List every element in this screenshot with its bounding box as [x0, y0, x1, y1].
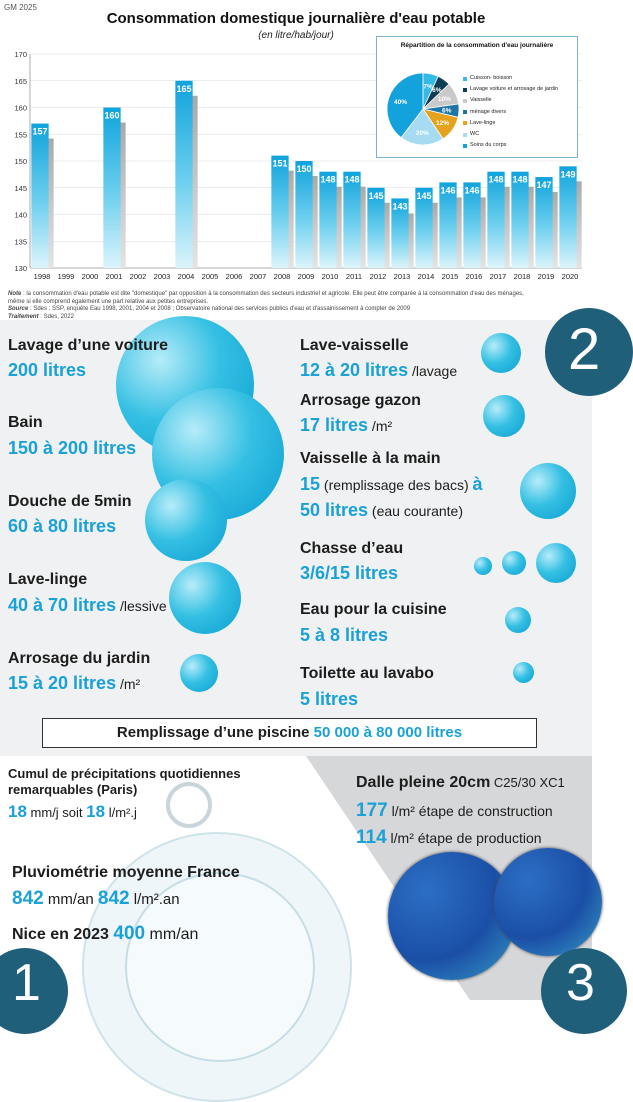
y-tick-label: 170 — [14, 50, 27, 59]
x-tick-label: 2013 — [393, 272, 411, 281]
item-value-vaisselle-main-2: 50 litres (eau courante) — [300, 500, 463, 520]
bar-value-label: 148 — [344, 174, 360, 185]
pie-legend-item — [463, 73, 558, 84]
item-value-cuisine: 5 à 8 litres — [300, 625, 389, 645]
bar-value-label: 160 — [104, 110, 120, 121]
y-tick-label: 165 — [14, 76, 27, 86]
legend-label: Lave-linge — [470, 119, 496, 126]
chart-subtitle: (en litre/hab/jour) — [258, 30, 334, 41]
bar — [31, 124, 48, 268]
item-value-lave-vaisselle: 12 à 20 litres /lavage — [300, 360, 458, 380]
item-title-bain: Bain — [8, 414, 43, 431]
bar-value-label: 148 — [320, 174, 336, 185]
legend-swatch — [463, 110, 467, 114]
treatment-label: Traitement — [8, 313, 39, 320]
legend-label: Vaisselle — [470, 97, 492, 104]
item-value-lavabo: 5 litres — [300, 689, 359, 709]
bubble-vaisselle-main — [520, 463, 576, 519]
section-2-number: 2 — [568, 317, 601, 382]
pie-slice-label: 12% — [436, 120, 450, 128]
bubble-cuisine — [505, 607, 531, 633]
legend-label: ménage divers — [470, 108, 507, 115]
x-tick-label: 2010 — [321, 272, 339, 281]
x-tick-label: 2003 — [153, 272, 171, 281]
legend-swatch — [463, 133, 467, 137]
x-tick-label: 2011 — [345, 272, 363, 281]
pool-box — [42, 718, 537, 748]
pie-legend-item — [463, 118, 558, 129]
bubble-lave-vaisselle — [481, 333, 521, 373]
x-tick-label: 2007 — [249, 272, 267, 281]
bar — [103, 108, 120, 269]
item-title-jardin: Arrosage du jardin — [8, 650, 151, 667]
x-tick-label: 2006 — [225, 272, 243, 281]
item-value-jardin: 15 à 20 litres /m² — [8, 673, 141, 693]
note-label: Note — [8, 291, 22, 297]
item-title-lave-vaisselle: Lave-vaisselle — [300, 337, 409, 354]
x-tick-label: 2004 — [177, 272, 195, 281]
bar — [559, 166, 576, 268]
bubble-jardin — [180, 654, 218, 692]
dalle-construction: 177 l/m² étape de construction — [356, 800, 553, 821]
pie-legend-item — [463, 107, 558, 118]
x-tick-label: 2016 — [465, 272, 483, 281]
pie-inset — [376, 36, 578, 158]
credit: GM 2025 — [4, 3, 37, 12]
nice-values: Nice en 2023 400 mm/an — [12, 923, 199, 944]
y-tick-label: 130 — [14, 264, 27, 273]
bar — [535, 177, 552, 268]
y-tick-label: 135 — [14, 237, 27, 247]
pie-legend-item — [463, 140, 558, 151]
pie-slice-label: 7% — [423, 83, 433, 91]
bar-value-label: 143 — [392, 201, 408, 212]
legend-swatch — [463, 121, 467, 125]
pie-legend-item — [463, 95, 558, 106]
item-value-voiture: 200 litres — [8, 360, 87, 380]
x-tick-label: 2009 — [297, 272, 315, 281]
x-tick-label: 2001 — [105, 272, 123, 281]
chart-notes — [8, 291, 586, 321]
y-tick-label: 160 — [14, 103, 27, 113]
x-tick-label: 2005 — [201, 272, 219, 281]
y-tick-label: 140 — [14, 210, 27, 220]
item-title-voiture: Lavage d’une voiture — [8, 337, 169, 354]
bar — [319, 172, 336, 268]
bubble-chasse-6 — [502, 551, 526, 575]
bar-value-label: 146 — [464, 185, 480, 196]
legend-swatch — [463, 144, 467, 148]
bar-value-label: 145 — [416, 190, 432, 201]
legend-swatch — [463, 88, 467, 92]
bar — [343, 172, 360, 268]
item-title-vaisselle-main: Vaisselle à la main — [300, 450, 441, 467]
pie-slice-label: 40% — [393, 98, 408, 106]
item-value-vaisselle-main: 15 (remplissage des bacs) à — [300, 474, 483, 494]
bar-value-label: 148 — [512, 174, 528, 185]
precip-values: 18 mm/j soit 18 l/m².j — [8, 802, 137, 821]
bar-value-label: 165 — [176, 83, 192, 94]
pie-chart — [383, 69, 463, 149]
pluvio-values: 842 mm/an 842 l/m².an — [12, 888, 180, 909]
legend-swatch — [463, 99, 467, 103]
bubble-chasse-15 — [536, 543, 576, 583]
item-title-gazon: Arrosage gazon — [300, 392, 421, 409]
pie-slice-label: 6% — [432, 87, 442, 95]
item-value-bain: 150 à 200 litres — [8, 438, 137, 458]
pie-slice-label: 20% — [415, 130, 429, 138]
x-tick-label: 2019 — [537, 272, 555, 281]
precip-title: Cumul de précipitations quotidiennes remarquables (Paris) — [8, 766, 241, 797]
dalle-production: 114 l/m² étape de production — [356, 827, 542, 848]
pie-slice-label: 10% — [437, 96, 451, 104]
x-tick-label: 1999 — [57, 272, 75, 281]
item-title-douche: Douche de 5min — [8, 493, 132, 510]
y-tick-label: 145 — [14, 183, 27, 193]
bubble-lave-linge — [169, 562, 241, 634]
legend-label: WC — [470, 131, 480, 138]
bar-value-label: 157 — [32, 126, 48, 137]
item-title-chasse: Chasse d’eau — [300, 540, 404, 557]
bubble-gazon — [483, 395, 525, 437]
item-value-lave-linge: 40 à 70 litres /lessive — [8, 595, 167, 615]
x-tick-label: 2017 — [489, 272, 507, 281]
bar-value-label: 147 — [536, 180, 552, 191]
section-1-number: 1 — [12, 954, 41, 1012]
x-tick-label: 2002 — [129, 272, 147, 281]
legend-label: Soins du corps — [470, 142, 507, 149]
pool-label: Remplissage d’une piscine — [116, 724, 314, 741]
note-text: : la consommation d'eau potable est dite "domestique" par opposition à la consommation des secteurs industriel et agricole. Elle peut être comparée à la consommation d'eau des ménages, — [21, 291, 524, 297]
x-tick-label: 2015 — [441, 272, 459, 281]
treatment-text: : Sdes, 2022 — [38, 313, 74, 320]
x-tick-label: 2000 — [81, 272, 99, 281]
bar — [271, 156, 288, 268]
legend-swatch — [463, 77, 467, 81]
item-title-cuisine: Eau pour la cuisine — [300, 601, 447, 618]
legend-label: Cuisson- boisson — [470, 75, 513, 81]
bar-value-label: 151 — [272, 158, 288, 169]
bubble-lavabo — [513, 662, 534, 683]
bar-value-label: 149 — [560, 169, 576, 180]
y-tick-label: 150 — [14, 157, 27, 166]
pie-legend — [463, 73, 558, 151]
item-value-chasse: 3/6/15 litres — [300, 563, 399, 583]
x-tick-label: 2008 — [273, 272, 291, 281]
item-title-lave-linge: Lave-linge — [8, 571, 88, 588]
bubble-chasse-3 — [474, 557, 492, 575]
sphere-production — [494, 848, 602, 956]
bar — [175, 81, 192, 268]
legend-label: Lavage voiture et arrosage de jardin — [470, 86, 559, 93]
bar-value-label: 150 — [296, 164, 312, 174]
pie-title: Répartition de la consommation d'eau journalière — [400, 42, 554, 49]
source-label: Source — [8, 306, 29, 312]
x-tick-label: 2014 — [417, 272, 435, 281]
chart-title: Consommation domestique journalière d'eau potable — [106, 10, 486, 27]
pool-value: 50 000 à 80 000 litres — [313, 724, 463, 741]
x-tick-label: 2018 — [513, 272, 531, 281]
source-text: : Sdes ; SSP, enquête Eau 1998, 2001, 2004 et 2008 ; Observatoire national des services publics d'eau et d'assainissement à compter de 2009 — [28, 306, 411, 312]
item-title-lavabo: Toilette au lavabo — [300, 665, 434, 682]
x-tick-label: 1998 — [33, 272, 51, 281]
bar — [295, 161, 312, 268]
bubble-douche — [145, 479, 227, 561]
section-3-number: 3 — [566, 954, 595, 1012]
pie-legend-item — [463, 129, 558, 140]
bar — [487, 172, 504, 268]
bar — [511, 172, 528, 268]
item-value-gazon: 17 litres /m² — [300, 415, 393, 435]
x-tick-label: 2012 — [369, 272, 387, 281]
y-tick-label: 155 — [14, 130, 27, 140]
item-value-douche: 60 à 80 litres — [8, 516, 117, 536]
pluvio-title: Pluviométrie moyenne France — [12, 864, 240, 881]
bar-value-label: 148 — [488, 174, 504, 185]
pie-legend-item — [463, 84, 558, 95]
bar-value-label: 146 — [440, 185, 456, 196]
x-tick-label: 2020 — [561, 272, 579, 281]
dalle-title: Dalle pleine 20cm C25/30 XC1 — [356, 774, 565, 791]
pie-slice-label: 6% — [442, 107, 452, 115]
bar-value-label: 145 — [368, 190, 384, 201]
note-text-2: même si elle comprend également une part relative aux petites entreprises. — [8, 298, 209, 305]
